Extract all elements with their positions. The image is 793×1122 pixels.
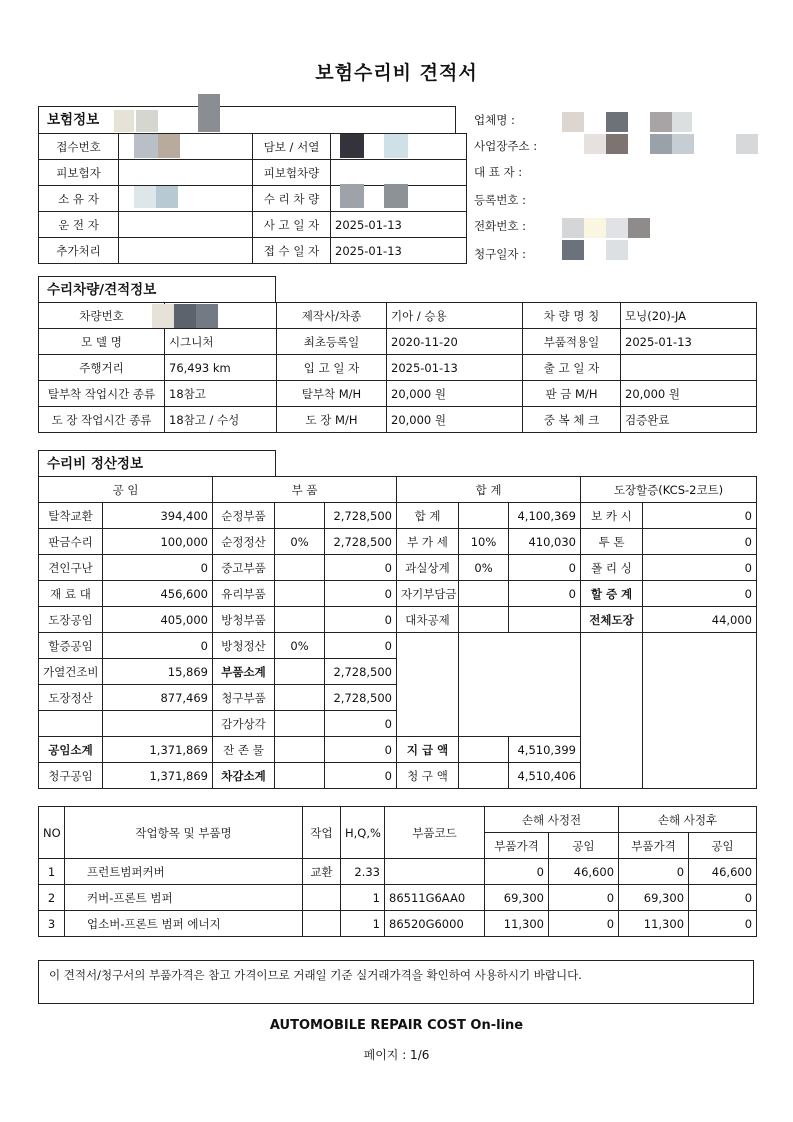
redaction-block — [562, 240, 584, 260]
vehicle-label: 차량번호 — [39, 303, 165, 329]
settle-row — [39, 555, 757, 581]
vehicle-value: 2020-11-20 — [387, 329, 523, 355]
total-label: 부 가 세 — [397, 529, 459, 555]
total-rate — [459, 607, 509, 633]
insurance-value: 2025-01-13 — [331, 212, 467, 238]
redaction-block — [158, 134, 180, 158]
parts-label: 중고부품 — [213, 555, 275, 581]
item-after-labor: 46,600 — [689, 859, 757, 885]
paint-label: 보 카 시 — [581, 503, 643, 529]
paint-label: 전체도장 — [581, 607, 643, 633]
labor-label: 할증공임 — [39, 633, 103, 659]
insurance-row — [39, 238, 467, 264]
business-label-claimdate: 청구일자 : — [474, 247, 526, 261]
parts-value: 0 — [325, 581, 397, 607]
total-value: 0 — [509, 555, 581, 581]
redaction-block — [152, 304, 174, 328]
settle-col-total: 합 계 — [397, 477, 581, 503]
item-after-labor: 0 — [689, 911, 757, 937]
parts-label: 순정정산 — [213, 529, 275, 555]
vehicle-section-header — [38, 276, 276, 303]
labor-label: 공임소계 — [39, 737, 103, 763]
insurance-value: 2025-01-13 — [331, 238, 467, 264]
redaction-block — [196, 304, 218, 328]
parts-rate — [275, 659, 325, 685]
footer-brand: AUTOMOBILE REPAIR COST On-line — [269, 1018, 524, 1033]
total-rate — [459, 737, 509, 763]
vehicle-label: 주행거리 — [39, 355, 165, 381]
total-label: 대차공제 — [397, 607, 459, 633]
parts-rate: 0% — [275, 633, 325, 659]
parts-value: 2,728,500 — [325, 503, 397, 529]
redaction-block — [606, 240, 628, 260]
redaction-block — [650, 134, 672, 154]
vehicle-header-label: 수리차량/견적정보 — [47, 282, 157, 298]
redaction-block — [628, 218, 650, 238]
vehicle-value: 모닝(20)-JA — [621, 303, 757, 329]
redaction-block — [606, 112, 628, 132]
items-head-hq: H,Q,% — [341, 807, 385, 859]
vehicle-value: 20,000 원 — [387, 407, 523, 433]
total-label: 과실상계 — [397, 555, 459, 581]
labor-value: 1,371,869 — [103, 763, 213, 789]
item-row — [39, 911, 757, 937]
insurance-value — [119, 212, 253, 238]
total-rate — [459, 503, 509, 529]
total-rate: 0% — [459, 555, 509, 581]
labor-label: 도장정산 — [39, 685, 103, 711]
vehicle-value: 기아 / 승용 — [387, 303, 523, 329]
labor-label: 견인구난 — [39, 555, 103, 581]
parts-label: 방청정산 — [213, 633, 275, 659]
settle-col-parts: 부 품 — [213, 477, 397, 503]
settle-header-label: 수리비 정산정보 — [47, 456, 143, 472]
labor-value: 0 — [103, 633, 213, 659]
item-hq: 2.33 — [341, 859, 385, 885]
vehicle-label: 탈부착 M/H — [277, 381, 387, 407]
vehicle-value: 18참고 / 수성 — [165, 407, 277, 433]
business-label-name: 업체명 : — [474, 113, 515, 127]
settle-col-paint: 도장할증(KCS-2코트) — [581, 477, 757, 503]
labor-label: 탈착교환 — [39, 503, 103, 529]
paint-value: 0 — [643, 555, 757, 581]
vehicle-label: 제작사/차종 — [277, 303, 387, 329]
parts-label: 차감소계 — [213, 763, 275, 789]
parts-value: 0 — [325, 555, 397, 581]
item-before-labor: 46,600 — [549, 859, 619, 885]
settle-row — [39, 529, 757, 555]
labor-value: 456,600 — [103, 581, 213, 607]
item-before-price: 69,300 — [485, 885, 549, 911]
vehicle-table — [38, 302, 757, 433]
item-before-labor: 0 — [549, 911, 619, 937]
item-hq: 1 — [341, 911, 385, 937]
settle-row — [39, 581, 757, 607]
total-label: 자기부담금 — [397, 581, 459, 607]
document-title: 보험수리비 견적서 — [315, 62, 478, 84]
insurance-label: 추가처리 — [39, 238, 119, 264]
insurance-label: 피보험차량 — [253, 160, 331, 186]
parts-value: 0 — [325, 607, 397, 633]
labor-label: 판금수리 — [39, 529, 103, 555]
items-head-after: 손해 사정후 — [619, 807, 757, 833]
item-code — [385, 859, 485, 885]
redaction-block — [562, 112, 584, 132]
item-no: 1 — [39, 859, 65, 885]
item-work — [303, 885, 341, 911]
redaction-block — [384, 184, 408, 208]
notice-box — [38, 960, 754, 1004]
insurance-label: 사 고 일 자 — [253, 212, 331, 238]
parts-rate: 0% — [275, 529, 325, 555]
items-subhead-labor: 공임 — [689, 833, 757, 859]
parts-value: 2,728,500 — [325, 685, 397, 711]
vehicle-label: 도 장 M/H — [277, 407, 387, 433]
vehicle-label: 최초등록일 — [277, 329, 387, 355]
total-empty — [397, 633, 459, 737]
vehicle-row — [39, 381, 757, 407]
item-after-price: 0 — [619, 859, 689, 885]
item-before-price: 11,300 — [485, 911, 549, 937]
redaction-block — [174, 304, 196, 328]
item-work — [303, 911, 341, 937]
total-label: 지 급 액 — [397, 737, 459, 763]
redaction-block — [156, 186, 178, 208]
redaction-block — [672, 112, 692, 132]
total-value: 0 — [509, 581, 581, 607]
parts-rate — [275, 711, 325, 737]
vehicle-label: 차 량 명 칭 — [523, 303, 621, 329]
insurance-label: 운 전 자 — [39, 212, 119, 238]
item-before-labor: 0 — [549, 885, 619, 911]
insurance-label: 접수번호 — [39, 134, 119, 160]
item-after-labor: 0 — [689, 885, 757, 911]
redaction-block — [606, 134, 628, 154]
total-label: 합 계 — [397, 503, 459, 529]
insurance-value — [331, 160, 467, 186]
insurance-row — [39, 160, 467, 186]
notice-text: 이 견적서/청구서의 부품가격은 참고 가격이므로 거래일 기준 실거래가격을 확인하여 사용하시기 바랍니다. — [49, 968, 582, 982]
parts-rate — [275, 581, 325, 607]
items-head-code: 부품코드 — [385, 807, 485, 859]
parts-label: 청구부품 — [213, 685, 275, 711]
business-label-ceo: 대 표 자 : — [474, 165, 523, 179]
vehicle-value: 검증완료 — [621, 407, 757, 433]
settle-row — [39, 633, 757, 659]
item-no: 3 — [39, 911, 65, 937]
items-table — [38, 806, 757, 937]
item-code: 86511G6AA0 — [385, 885, 485, 911]
items-subhead-labor: 공임 — [549, 833, 619, 859]
items-head-no: NO — [39, 807, 65, 859]
paint-value: 0 — [643, 581, 757, 607]
insurance-value — [119, 160, 253, 186]
vehicle-label: 도 장 작업시간 종류 — [39, 407, 165, 433]
vehicle-row — [39, 329, 757, 355]
item-hq: 1 — [341, 885, 385, 911]
labor-label: 재 료 대 — [39, 581, 103, 607]
items-subhead-price: 부품가격 — [619, 833, 689, 859]
vehicle-label: 부품적용일 — [523, 329, 621, 355]
business-label-address: 사업장주소 : — [474, 139, 538, 153]
settle-row — [39, 503, 757, 529]
vehicle-value: 18참고 — [165, 381, 277, 407]
insurance-label: 담보 / 서열 — [253, 134, 331, 160]
parts-value: 0 — [325, 737, 397, 763]
settle-table — [38, 476, 757, 789]
labor-value: 394,400 — [103, 503, 213, 529]
insurance-value — [119, 238, 253, 264]
vehicle-value: 20,000 원 — [621, 381, 757, 407]
parts-label: 부품소계 — [213, 659, 275, 685]
insurance-section-header — [38, 106, 456, 133]
parts-rate — [275, 763, 325, 789]
redaction-block — [340, 184, 364, 208]
labor-value — [103, 711, 213, 737]
footer-page-number: 페이지 : 1/6 — [363, 1048, 430, 1062]
business-label-phone: 전화번호 : — [474, 219, 526, 233]
redaction-block — [340, 134, 364, 158]
vehicle-value: 20,000 원 — [387, 381, 523, 407]
parts-rate — [275, 737, 325, 763]
redaction-block — [584, 134, 606, 154]
total-value: 4,510,406 — [509, 763, 581, 789]
insurance-label: 접 수 일 자 — [253, 238, 331, 264]
item-name: 업소버-프론트 범퍼 에너지 — [65, 911, 303, 937]
redaction-block — [736, 134, 758, 154]
redaction-block — [136, 110, 158, 132]
vehicle-label: 판 금 M/H — [523, 381, 621, 407]
parts-value: 2,728,500 — [325, 659, 397, 685]
parts-label: 순정부품 — [213, 503, 275, 529]
parts-rate — [275, 607, 325, 633]
total-rate — [459, 763, 509, 789]
total-value: 4,510,399 — [509, 737, 581, 763]
paint-value: 0 — [643, 529, 757, 555]
items-head-before: 손해 사정전 — [485, 807, 619, 833]
total-empty — [459, 633, 581, 737]
items-head-row — [39, 807, 757, 833]
labor-value: 1,371,869 — [103, 737, 213, 763]
vehicle-label: 탈부착 작업시간 종류 — [39, 381, 165, 407]
insurance-label: 피보험자 — [39, 160, 119, 186]
redaction-block — [562, 218, 584, 238]
labor-label: 가열건조비 — [39, 659, 103, 685]
total-label: 청 구 액 — [397, 763, 459, 789]
parts-value: 2,728,500 — [325, 529, 397, 555]
labor-value: 877,469 — [103, 685, 213, 711]
vehicle-label: 중 복 체 크 — [523, 407, 621, 433]
total-rate: 10% — [459, 529, 509, 555]
parts-rate — [275, 503, 325, 529]
redaction-block — [650, 112, 672, 132]
vehicle-label: 출 고 일 자 — [523, 355, 621, 381]
total-value: 4,100,369 — [509, 503, 581, 529]
insurance-label: 소 유 자 — [39, 186, 119, 212]
paint-empty — [581, 633, 643, 789]
total-rate — [459, 581, 509, 607]
paint-value: 0 — [643, 503, 757, 529]
parts-value: 0 — [325, 711, 397, 737]
labor-label — [39, 711, 103, 737]
vehicle-value — [621, 355, 757, 381]
settle-col-labor: 공 임 — [39, 477, 213, 503]
items-subhead-price: 부품가격 — [485, 833, 549, 859]
parts-label: 방청부품 — [213, 607, 275, 633]
parts-rate — [275, 555, 325, 581]
settle-section-header — [38, 450, 276, 477]
vehicle-row — [39, 303, 757, 329]
redaction-block — [134, 134, 158, 158]
item-row — [39, 885, 757, 911]
redaction-block — [198, 94, 220, 132]
labor-value: 0 — [103, 555, 213, 581]
insurance-header-label: 보험정보 — [47, 112, 100, 128]
vehicle-value: 76,493 km — [165, 355, 277, 381]
item-no: 2 — [39, 885, 65, 911]
parts-label: 잔 존 물 — [213, 737, 275, 763]
parts-value: 0 — [325, 763, 397, 789]
vehicle-row — [39, 355, 757, 381]
item-name: 프런트범퍼커버 — [65, 859, 303, 885]
paint-empty — [643, 633, 757, 789]
labor-value: 100,000 — [103, 529, 213, 555]
vehicle-row — [39, 407, 757, 433]
parts-rate — [275, 685, 325, 711]
item-name: 커버-프론트 범퍼 — [65, 885, 303, 911]
vehicle-value: 2025-01-13 — [621, 329, 757, 355]
labor-value: 15,869 — [103, 659, 213, 685]
items-head-name: 작업항목 및 부품명 — [65, 807, 303, 859]
settle-head-row — [39, 477, 757, 503]
vehicle-label: 모 델 명 — [39, 329, 165, 355]
insurance-label: 수 리 차 량 — [253, 186, 331, 212]
vehicle-value: 2025-01-13 — [387, 355, 523, 381]
total-value — [509, 607, 581, 633]
total-value: 410,030 — [509, 529, 581, 555]
settle-row — [39, 607, 757, 633]
items-head-work: 작업 — [303, 807, 341, 859]
parts-label: 유리부품 — [213, 581, 275, 607]
redaction-block — [134, 186, 156, 208]
redaction-block — [672, 134, 694, 154]
parts-value: 0 — [325, 633, 397, 659]
vehicle-label: 입 고 일 자 — [277, 355, 387, 381]
item-after-price: 11,300 — [619, 911, 689, 937]
item-row — [39, 859, 757, 885]
paint-label: 폴 리 싱 — [581, 555, 643, 581]
vehicle-value: 시그니처 — [165, 329, 277, 355]
paint-value: 44,000 — [643, 607, 757, 633]
labor-value: 405,000 — [103, 607, 213, 633]
paint-label: 투 톤 — [581, 529, 643, 555]
labor-label: 청구공임 — [39, 763, 103, 789]
item-code: 86520G6000 — [385, 911, 485, 937]
redaction-block — [584, 218, 606, 238]
item-work: 교환 — [303, 859, 341, 885]
redaction-block — [114, 110, 134, 132]
item-before-price: 0 — [485, 859, 549, 885]
insurance-row — [39, 212, 467, 238]
redaction-block — [384, 134, 408, 158]
item-after-price: 69,300 — [619, 885, 689, 911]
redaction-block — [606, 218, 628, 238]
paint-label: 할 증 계 — [581, 581, 643, 607]
business-label-regno: 등록번호 : — [474, 193, 526, 207]
labor-label: 도장공임 — [39, 607, 103, 633]
parts-label: 감가상각 — [213, 711, 275, 737]
